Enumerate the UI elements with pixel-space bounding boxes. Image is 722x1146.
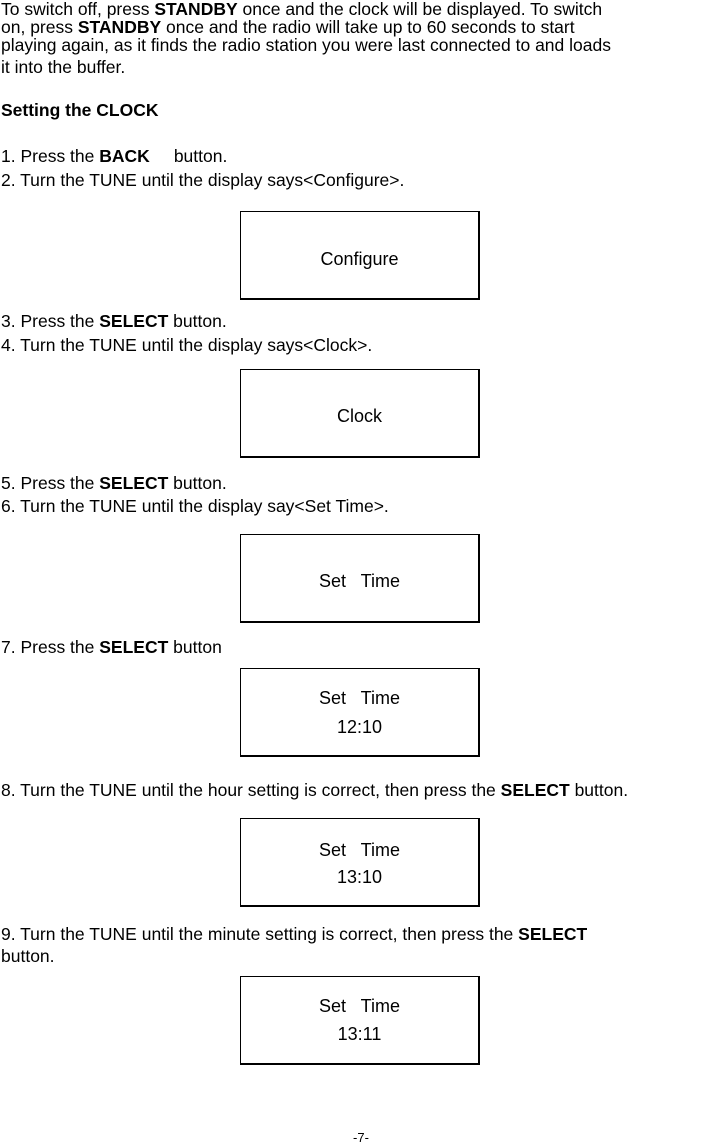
- lcd-display-configure: [240, 211, 480, 300]
- step-3: 3. Press the SELECT button.: [1, 311, 227, 331]
- select-keyword: SELECT: [99, 473, 169, 493]
- select-keyword: SELECT: [99, 637, 169, 657]
- step-4: 4. Turn the TUNE until the display says<Clock>.: [1, 335, 373, 355]
- back-keyword: BACK: [99, 146, 150, 166]
- step-5: 5. Press the SELECT button.: [1, 473, 227, 493]
- intro-line-3: playing again, as it finds the radio station you were last connected to and loads: [1, 35, 611, 55]
- step-2: 2. Turn the TUNE until the display says<Configure>.: [1, 170, 405, 190]
- standby-keyword: STANDBY: [77, 17, 162, 37]
- lcd-display-time-1311: [240, 976, 480, 1065]
- step-7: 7. Press the SELECT button: [1, 637, 222, 657]
- display-line-1: Set Time: [318, 840, 401, 860]
- select-keyword: SELECT: [500, 780, 570, 800]
- intro-line-2: on, press STANDBY once and the radio will take up to 60 seconds to start: [1, 17, 575, 37]
- step-9-line-2: button.: [1, 946, 55, 966]
- step-1: 1. Press the BACK button.: [1, 146, 228, 166]
- intro-line-4: it into the buffer.: [1, 57, 126, 77]
- lcd-display-time-1310: [240, 818, 480, 907]
- display-text: Clock: [336, 406, 382, 426]
- display-text: Set Time: [318, 571, 401, 591]
- lcd-display-set-time: [240, 534, 480, 623]
- display-line-1: Set Time: [318, 996, 401, 1016]
- select-keyword: SELECT: [518, 924, 588, 944]
- lcd-display-clock: [240, 369, 480, 458]
- display-text: Configure: [320, 249, 399, 269]
- section-heading: Setting the CLOCK: [1, 100, 159, 120]
- step-9-line-1: 9. Turn the TUNE until the minute setting is correct, then press the SELECT: [1, 924, 588, 944]
- page-number: -7-: [353, 1130, 369, 1145]
- display-line-1: Set Time: [318, 688, 401, 708]
- display-line-2: 12:10: [336, 717, 383, 737]
- intro-line-1: To switch off, press STANDBY once and the clock will be displayed. To switch: [1, 0, 603, 19]
- display-line-2: 13:10: [336, 867, 383, 887]
- lcd-display-time-1210: [240, 668, 480, 757]
- select-keyword: SELECT: [99, 311, 169, 331]
- standby-keyword: STANDBY: [154, 0, 238, 19]
- intro-paragraph: [1, 0, 717, 76]
- display-line-2: 13:11: [337, 1024, 382, 1044]
- step-8: 8. Turn the TUNE until the hour setting is correct, then press the SELECT button.: [1, 780, 629, 800]
- step-6: 6. Turn the TUNE until the display say<Set Time>.: [1, 496, 389, 516]
